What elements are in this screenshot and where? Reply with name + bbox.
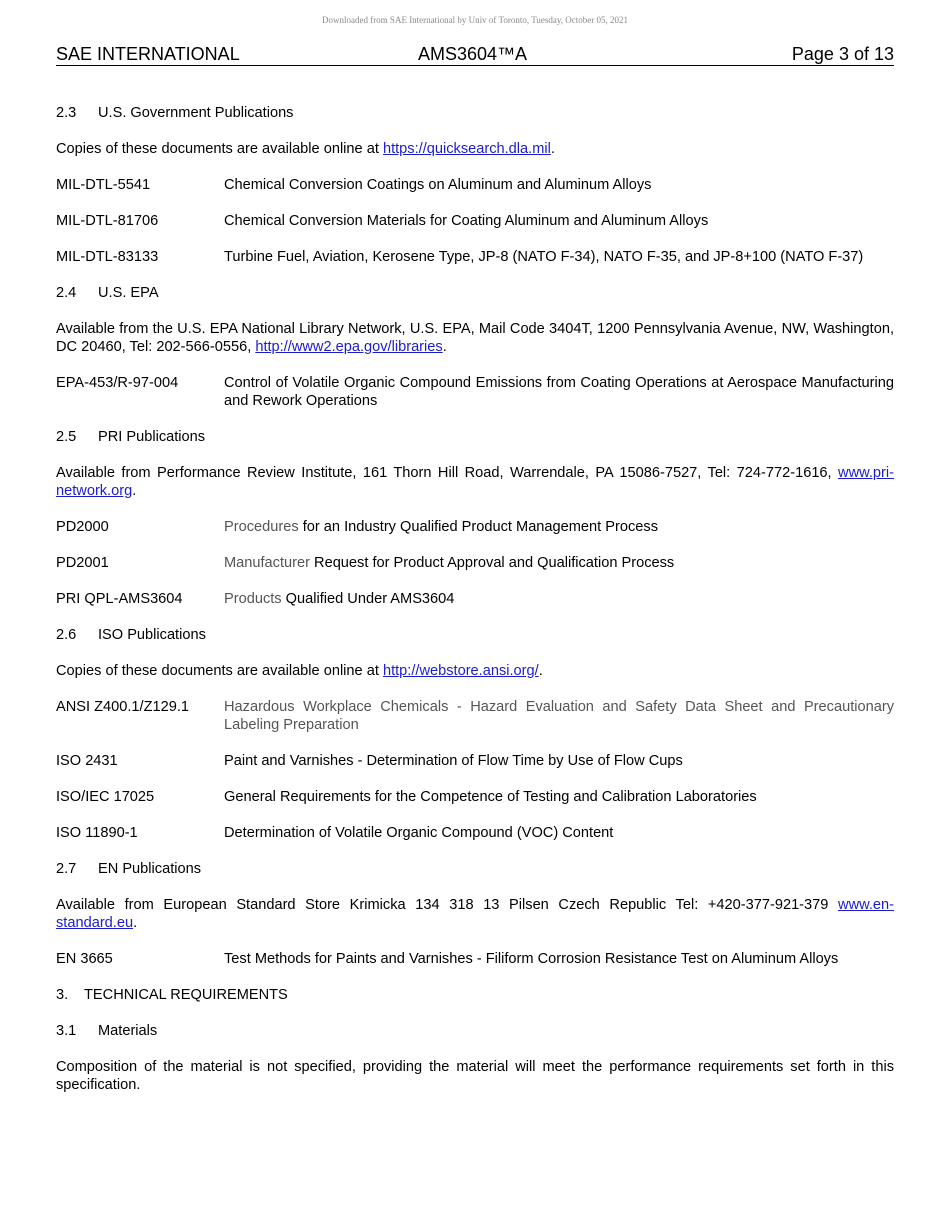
- section-paragraph: Composition of the material is not specified, providing the material will meet the performance requirements set forth in this specification.: [56, 1059, 894, 1093]
- reference-code: MIL-DTL-81706: [56, 213, 159, 229]
- section-number: 2.3: [56, 105, 77, 121]
- reference-row: [56, 824, 894, 842]
- reference-code: MIL-DTL-83133: [56, 249, 159, 265]
- reference-row: [56, 248, 894, 266]
- page-header: [56, 43, 894, 66]
- pri-network-link[interactable]: www.pri-network.org: [56, 465, 894, 499]
- section-heading-2-3: [56, 104, 894, 122]
- section-title: U.S. Government Publications: [98, 105, 294, 121]
- section-title: TECHNICAL REQUIREMENTS: [84, 987, 288, 1003]
- ansi-webstore-link[interactable]: http://webstore.ansi.org/: [382, 663, 539, 679]
- quicksearch-link[interactable]: https://quicksearch.dla.mil: [382, 141, 551, 157]
- section-number: 3.1: [56, 1023, 77, 1039]
- section-intro: Available from the U.S. EPA National Library Network, U.S. EPA, Mail Code 3404T, 1200 Pennsylvania Avenue, NW, Washington, DC 20460, Tel: 202-566-0556, http://www2.epa.gov/libraries.: [56, 321, 894, 355]
- section-number: 3.: [56, 987, 69, 1003]
- section-intro: Copies of these documents are available online at http://webstore.ansi.org/.: [56, 663, 543, 679]
- section-title: PRI Publications: [98, 429, 206, 445]
- reference-code: ISO/IEC 17025: [56, 789, 155, 805]
- header-organization: SAE INTERNATIONAL: [56, 44, 240, 64]
- section-title: U.S. EPA: [98, 285, 159, 301]
- reference-code: MIL-DTL-5541: [56, 177, 151, 193]
- section-title: ISO Publications: [98, 627, 206, 643]
- reference-title: Products Qualified Under AMS3604: [224, 591, 455, 607]
- reference-title: Control of Volatile Organic Compound Emissions from Coating Operations at Aerospace Manufacturing and Rework Operations: [224, 375, 894, 409]
- epa-libraries-link[interactable]: http://www2.epa.gov/libraries: [255, 339, 443, 355]
- reference-title: Chemical Conversion Materials for Coating Aluminum and Aluminum Alloys: [224, 213, 709, 229]
- reference-code: PD2001: [56, 555, 109, 571]
- reference-title: Hazardous Workplace Chemicals - Hazard Evaluation and Safety Data Sheet and Precautionary Labeling Preparation: [224, 699, 894, 733]
- reference-row: [56, 554, 894, 572]
- reference-title: Paint and Varnishes - Determination of Flow Time by Use of Flow Cups: [224, 753, 683, 769]
- reference-row: [56, 698, 894, 734]
- section-heading-2-5: [56, 428, 894, 446]
- section-heading-2-7: [56, 860, 894, 878]
- reference-title: Procedures for an Industry Qualified Product Management Process: [224, 519, 658, 535]
- section-heading-3-1: [56, 1022, 894, 1040]
- section-heading-2-6: [56, 626, 894, 644]
- header-page-number: Page 3 of 13: [791, 44, 894, 64]
- reference-row: [56, 788, 894, 806]
- reference-title: Turbine Fuel, Aviation, Kerosene Type, JP-8 (NATO F-34), NATO F-35, and JP-8+100 (NATO F-37): [224, 249, 864, 265]
- section-intro: Available from Performance Review Institute, 161 Thorn Hill Road, Warrendale, PA 15086-7527, Tel: 724-772-1616, www.pri-network.org.: [56, 465, 894, 499]
- reference-row: [56, 212, 894, 230]
- download-watermark: Downloaded from SAE International by Univ of Toronto, Tuesday, October 05, 2021: [321, 15, 629, 25]
- reference-title: Determination of Volatile Organic Compound (VOC) Content: [224, 825, 614, 841]
- reference-code: ANSI Z400.1/Z129.1: [56, 699, 190, 715]
- reference-title: Manufacturer Request for Product Approval and Qualification Process: [224, 555, 675, 571]
- reference-code: PD2000: [56, 519, 109, 535]
- section-heading-2-4: [56, 284, 894, 302]
- reference-row: [56, 518, 894, 536]
- section-title: EN Publications: [98, 861, 202, 877]
- reference-title: Test Methods for Paints and Varnishes - Filiform Corrosion Resistance Test on Aluminum Alloys: [224, 951, 839, 967]
- reference-row: [56, 752, 894, 770]
- reference-code: ISO 11890-1: [56, 825, 138, 841]
- reference-title: Chemical Conversion Coatings on Aluminum and Aluminum Alloys: [224, 177, 652, 193]
- section-number: 2.6: [56, 627, 77, 643]
- document-body: [56, 104, 894, 1112]
- section-number: 2.5: [56, 429, 77, 445]
- section-intro: Available from European Standard Store Krimicka 134 318 13 Pilsen Czech Republic Tel: +420-377-921-379 www.en-standard.eu.: [56, 897, 894, 931]
- section-title: Materials: [98, 1023, 158, 1039]
- reference-code: PRI QPL-AMS3604: [56, 591, 183, 607]
- reference-code: EPA-453/R-97-004: [56, 375, 179, 391]
- reference-row: [56, 176, 894, 194]
- reference-row: [56, 590, 894, 608]
- reference-code: ISO 2431: [56, 753, 118, 769]
- section-number: 2.7: [56, 861, 77, 877]
- header-document-number: AMS3604™A: [418, 44, 528, 64]
- section-heading-3: [56, 986, 894, 1004]
- en-standard-link[interactable]: www.en-standard.eu: [56, 897, 894, 931]
- section-intro: Copies of these documents are available online at https://quicksearch.dla.mil.: [56, 141, 555, 157]
- reference-code: EN 3665: [56, 951, 113, 967]
- reference-row: [56, 950, 894, 968]
- reference-row: [56, 374, 894, 410]
- reference-title: General Requirements for the Competence of Testing and Calibration Laboratories: [224, 789, 757, 805]
- section-number: 2.4: [56, 285, 77, 301]
